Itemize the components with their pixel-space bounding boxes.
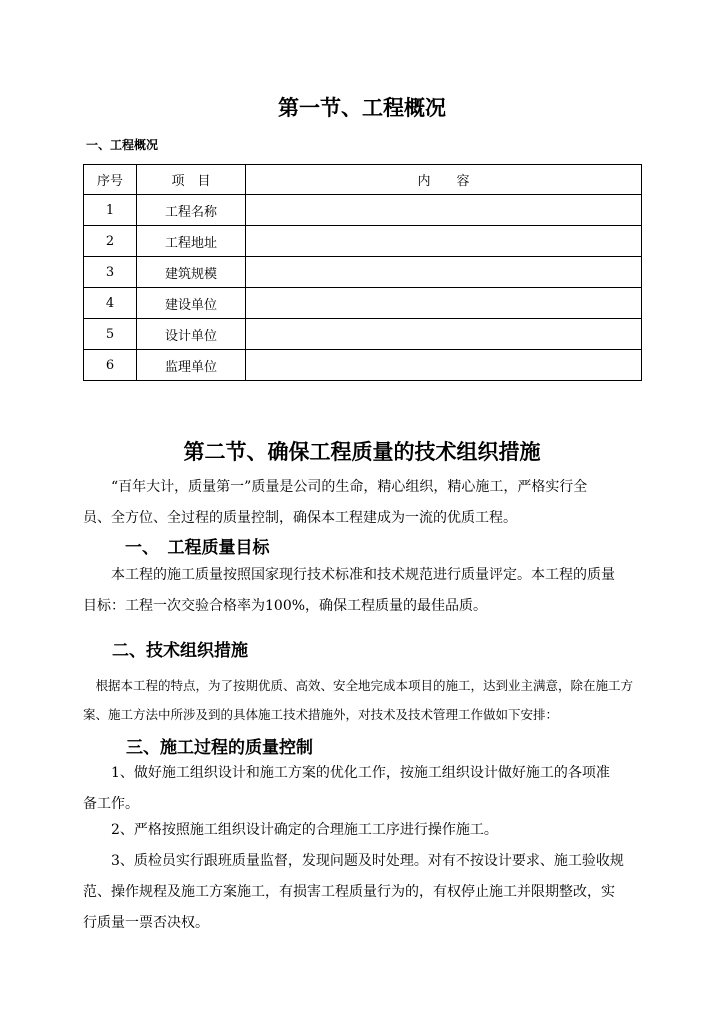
row-no: 3 <box>84 257 137 288</box>
header-no: 序号 <box>84 165 137 195</box>
item3-line: 3、质检员实行跟班质量监督，发现问题及时处理。对有不按设计要求、施工验收规 <box>83 853 624 869</box>
item2-paragraph <box>83 815 643 846</box>
item1-paragraph <box>83 758 643 820</box>
tech-measures-heading: 二、技术组织措施 <box>112 641 248 661</box>
item2-line: 2、严格按照施工组织设计确定的合理施工工序进行操作施工。 <box>83 822 498 838</box>
intro-paragraph <box>83 472 643 534</box>
intro-line: “百年大计，质量第一”质量是公司的生命，精心组织，精心施工，严格实行全 <box>83 479 588 495</box>
project-overview-table <box>83 164 642 381</box>
table-row <box>84 319 642 350</box>
item1-line: 1、做好施工组织设计和施工方案的优化工作，按施工组织设计做好施工的各项准 <box>83 765 610 781</box>
item3-line: 行质量一票否决权。 <box>83 915 209 931</box>
header-content: 内 容 <box>246 165 642 195</box>
row-content <box>246 288 642 319</box>
table-header-row <box>84 165 642 195</box>
row-no: 2 <box>84 226 137 257</box>
item3-paragraph <box>83 846 643 939</box>
row-content <box>246 319 642 350</box>
quality-goal-heading: 一、 工程质量目标 <box>125 538 270 558</box>
header-item: 项 目 <box>137 165 246 195</box>
table-row <box>84 195 642 226</box>
row-content <box>246 195 642 226</box>
table-row <box>84 350 642 381</box>
tech-measures-line: 根据本工程的特点，为了按期优质、高效、安全地完成本项目的施工，达到业主满意，除在施工方 <box>83 678 634 693</box>
table-row <box>84 288 642 319</box>
row-content <box>246 257 642 288</box>
row-content <box>246 226 642 257</box>
process-control-heading: 三、施工过程的质量控制 <box>126 738 313 758</box>
quality-goal-line: 目标：工程一次交验合格率为100%，确保工程质量的最佳品质。 <box>83 598 488 614</box>
tech-measures-paragraph <box>83 671 645 729</box>
row-content <box>246 350 642 381</box>
row-item: 工程地址 <box>137 226 246 257</box>
quality-goal-paragraph <box>83 560 643 622</box>
row-no: 5 <box>84 319 137 350</box>
row-no: 1 <box>84 195 137 226</box>
row-no: 6 <box>84 350 137 381</box>
table-row <box>84 257 642 288</box>
quality-goal-line: 本工程的施工质量按照国家现行技术标准和技术规范进行质量评定。本工程的质量 <box>83 567 615 583</box>
item1-line: 备工作。 <box>83 796 139 812</box>
section1-title: 第一节、工程概况 <box>278 96 446 120</box>
row-no: 4 <box>84 288 137 319</box>
table-row <box>84 226 642 257</box>
row-item: 工程名称 <box>137 195 246 226</box>
item3-line: 范、操作规程及施工方案施工，有损害工程质量行为的，有权停止施工并限期整改，实 <box>83 884 615 900</box>
intro-line: 员、全方位、全过程的质量控制，确保本工程建成为一流的优质工程。 <box>83 510 517 526</box>
section2-title: 第二节、确保工程质量的技术组织措施 <box>183 440 541 464</box>
row-item: 监理单位 <box>137 350 246 381</box>
overview-subheading: 一、工程概况 <box>86 138 159 152</box>
row-item: 建筑规模 <box>137 257 246 288</box>
row-item: 建设单位 <box>137 288 246 319</box>
row-item: 设计单位 <box>137 319 246 350</box>
tech-measures-line: 案、施工方法中所涉及到的具体施工技术措施外，对技术及技术管理工作做如下安排： <box>83 707 559 722</box>
